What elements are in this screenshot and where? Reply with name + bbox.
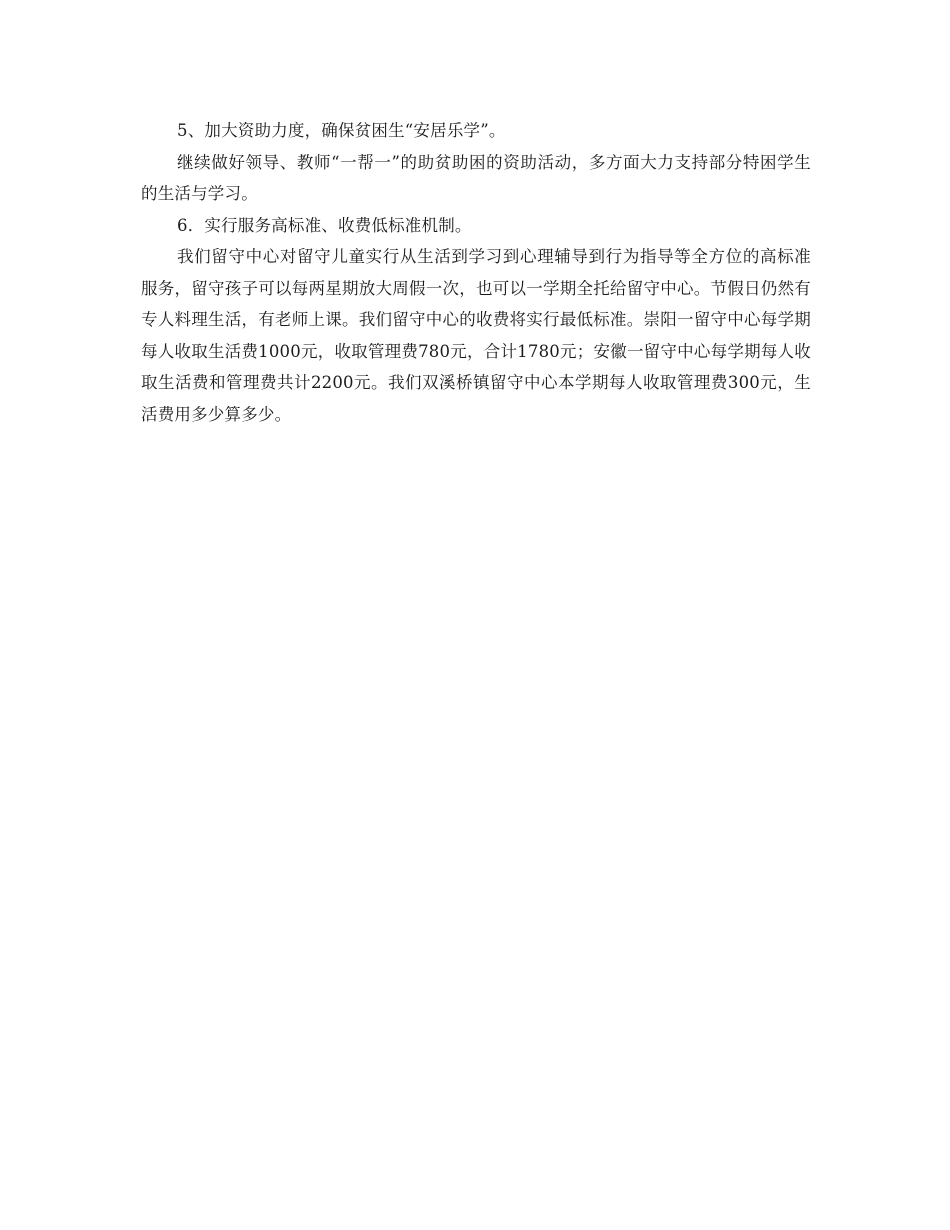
document-body — [141, 115, 811, 430]
paragraph-heading-6: 6．实行服务高标准、收费低标准机制。 — [177, 215, 472, 235]
paragraph-heading-5: 5、加大资助力度，确保贫困生“安居乐学”。 — [177, 121, 506, 140]
paragraph-assistance: 继续做好领导、教师“一帮一”的助贫助困的资助活动，多方面大力支持部分特困学生的生活与学习。 — [141, 152, 811, 203]
paragraph-fees: 我们留守中心对留守儿童实行从生活到学习到心理辅导到行为指导等全方位的高标准服务，留守孩子可以每两星期放大周假一次，也可以一学期全托给留守中心。节假日仍然有专人料理生活，有老师上课。我们留守中心的收费将实行最低标准。崇阳一留守中心每学期每人收取生活费1000元，收取管理费780元，合计1780元；安徽一留守中心每学期每人收取生活费和管理费共计2200元。我们双溪桥镇留守中心本学期每人收取管理费300元，生活费用多少算多少。 — [141, 247, 811, 424]
